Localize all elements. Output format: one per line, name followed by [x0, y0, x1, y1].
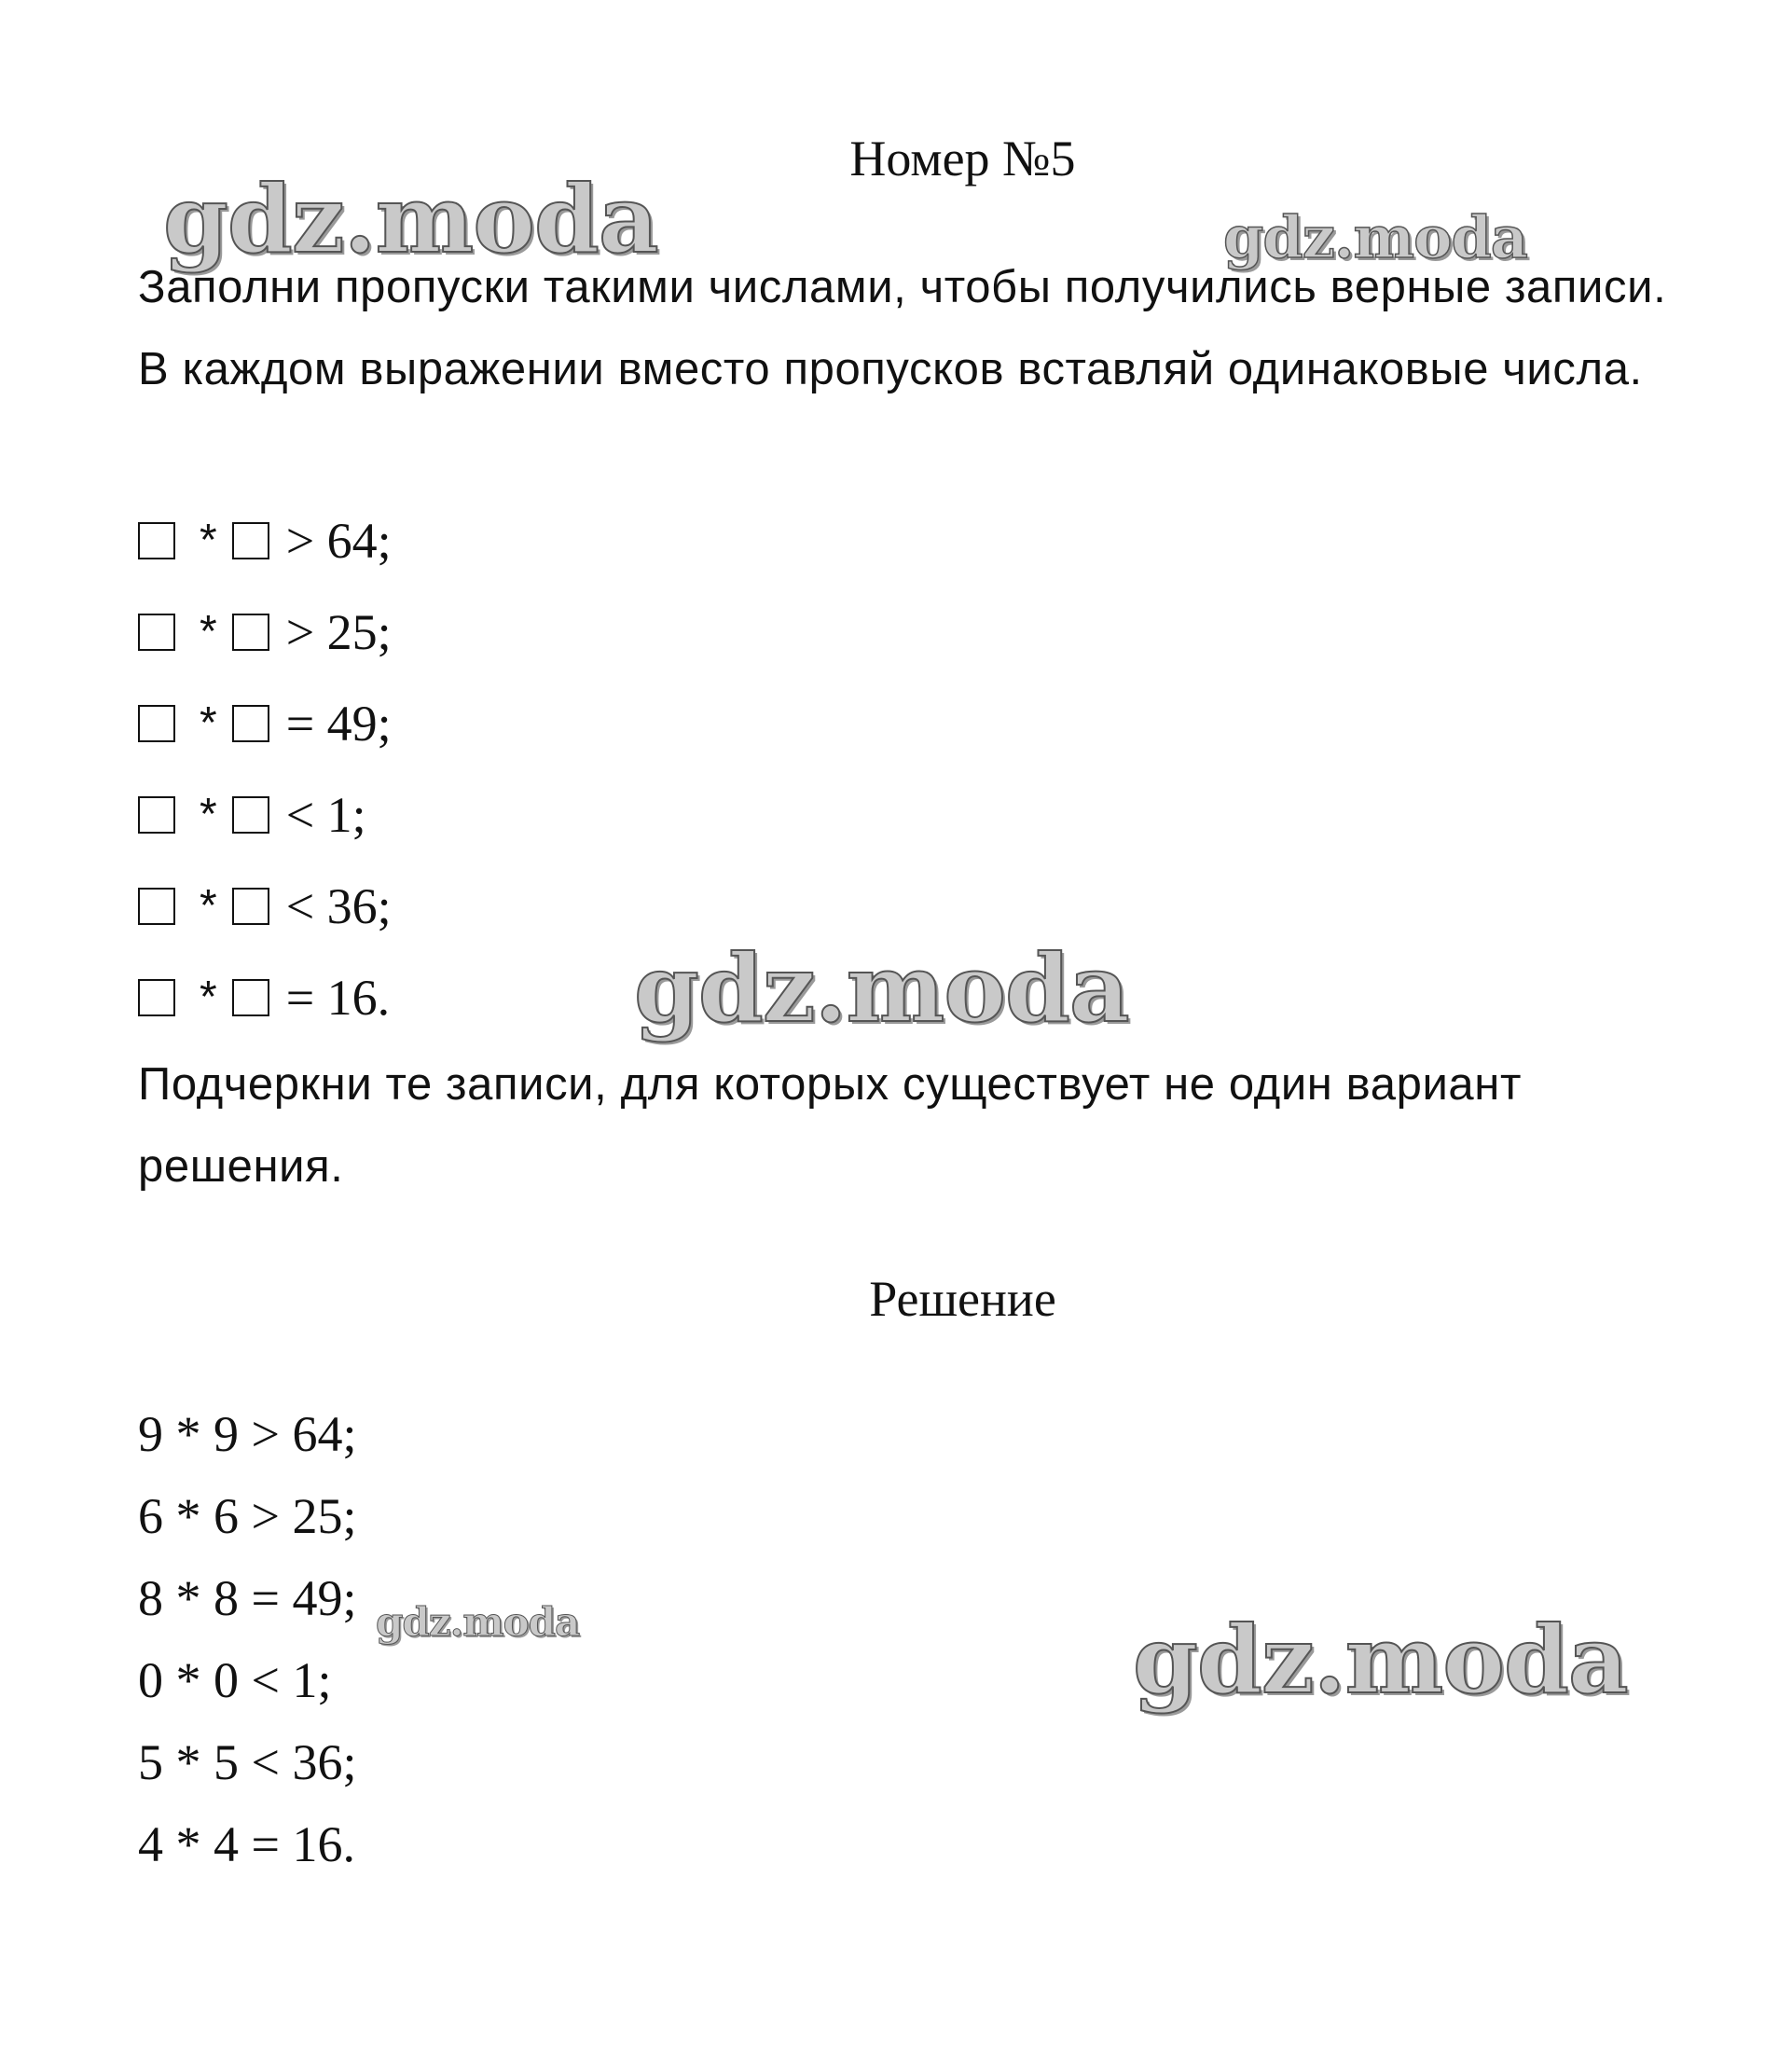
expression-tail: = 16. — [285, 970, 391, 1026]
blank-box — [232, 522, 269, 559]
blank-box — [232, 888, 269, 925]
blank-box — [138, 888, 175, 925]
expression-row — [138, 769, 392, 861]
solution-line: 0 * 0 < 1; — [138, 1652, 332, 1708]
solution-line: 9 * 9 > 64; — [138, 1406, 357, 1462]
solution-list — [138, 1393, 356, 1885]
operator: * — [200, 790, 217, 839]
watermark-logo: gdz.moda — [163, 164, 658, 274]
solution-line: 4 * 4 = 16. — [138, 1816, 355, 1872]
solution-title: Решение — [869, 1271, 1056, 1327]
expression-row — [138, 586, 392, 678]
solution-line: 8 * 8 = 49; — [138, 1570, 357, 1626]
solution-line: 5 * 5 < 36; — [138, 1734, 357, 1790]
blank-box — [138, 705, 175, 742]
expression-row — [138, 952, 392, 1043]
watermark-logo: gdz.moda — [634, 933, 1129, 1043]
blank-box — [138, 522, 175, 559]
expression-tail: > 64; — [285, 513, 392, 569]
blank-box — [138, 614, 175, 651]
blank-box — [138, 979, 175, 1016]
blank-box — [232, 705, 269, 742]
operator: * — [200, 698, 217, 748]
solution-line: 6 * 6 > 25; — [138, 1488, 357, 1544]
watermark-logo: gdz.moda — [1133, 1605, 1628, 1715]
blank-box — [232, 614, 269, 651]
expression-row — [138, 495, 392, 586]
expression-tail: > 25; — [285, 604, 392, 660]
expression-list — [138, 495, 392, 1043]
expression-tail: = 49; — [285, 696, 392, 752]
operator: * — [200, 973, 217, 1022]
operator: * — [200, 516, 217, 565]
blank-box — [232, 796, 269, 834]
expression-tail: < 1; — [285, 787, 366, 843]
task-underline-instructions: Подчеркни те записи, для которых существует не один вариант решения. — [138, 1059, 1522, 1192]
expression-row — [138, 861, 392, 952]
expression-tail: < 36; — [285, 878, 392, 934]
expression-row — [138, 678, 392, 769]
watermark-logo: gdz.moda — [1223, 203, 1527, 271]
watermark-logo: gdz.moda — [376, 1599, 580, 1645]
blank-box — [138, 796, 175, 834]
task-instructions: Заполни пропуски такими числами, чтобы получились верные записи. В каждом выражении вместо пропусков вставляй одинаковые числа. — [138, 262, 1667, 394]
operator: * — [200, 607, 217, 656]
blank-box — [232, 979, 269, 1016]
operator: * — [200, 881, 217, 931]
page-title: Номер №5 — [849, 131, 1076, 186]
